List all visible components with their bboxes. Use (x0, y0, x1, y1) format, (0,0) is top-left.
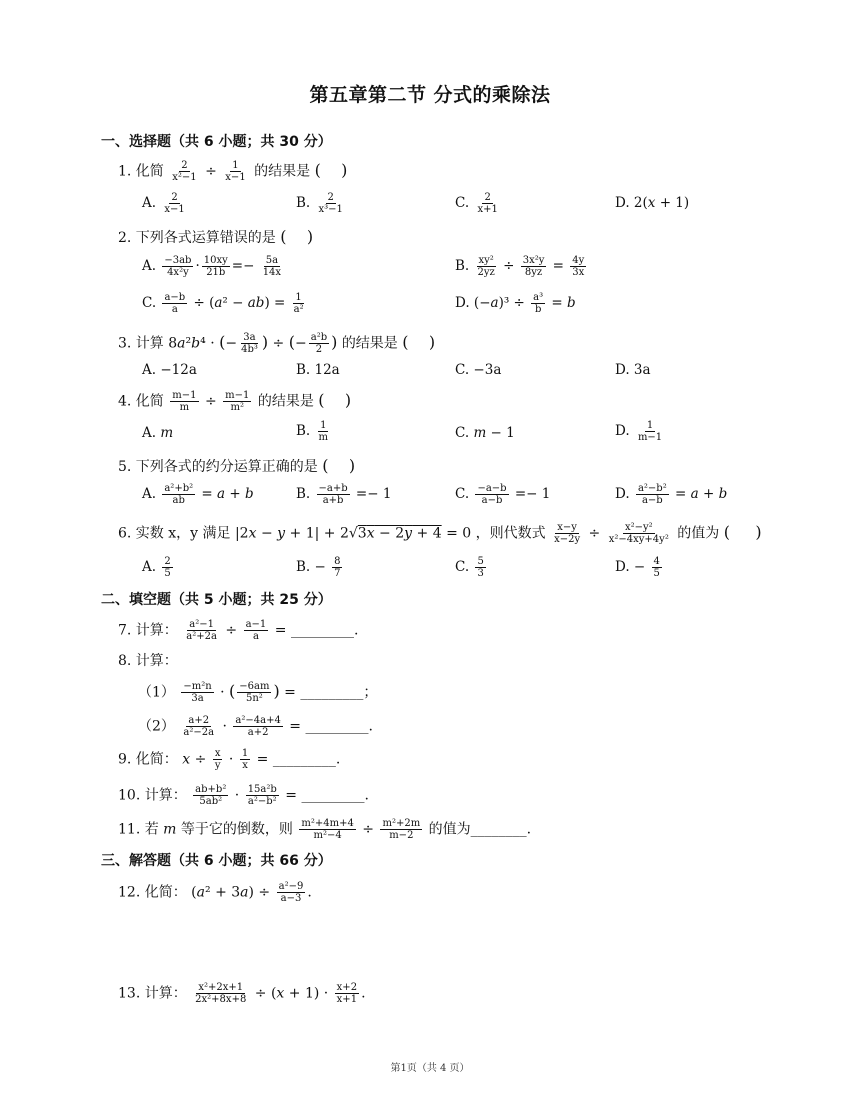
q3-option-a: A. −12a (142, 362, 197, 378)
q2-option-d: D. (−a)³ ÷ $\frac{\text{a³}}{b}$ = b (455, 292, 576, 315)
q3-prefix: 3. 计算 (118, 335, 164, 352)
question-5 (118, 456, 355, 477)
answer-blank[interactable]: _________ (272, 751, 336, 768)
q4-suffix: 的结果是 (257, 393, 314, 410)
q1-fraction-a: $\frac{2}{\text{x²−1}}$ (172, 160, 197, 183)
q8-p2-label: （2） (138, 718, 175, 735)
q8-prefix: 8. 计算： (118, 653, 178, 669)
question-8-part-2: （2） $\frac{a+2}{\text{a²−2a}}$ · $\frac{\text{a²−4a+4}}{a+2}$ = _________. (138, 715, 373, 738)
q3-suffix: 的结果是 (341, 335, 398, 352)
q11-prefix: 11. 若 (118, 821, 159, 838)
q1-suffix: 的结果是 (254, 163, 311, 180)
answer-blank-paren[interactable]: ( ) (318, 390, 352, 410)
question-8 (118, 651, 178, 671)
question-12: 12. 化简： (a² + 3a) ÷ $\frac{\text{a²−9}}{a-3}$ . (118, 881, 312, 904)
q2-option-c: C. $\frac{a-b}{a}$ ÷ (a² − ab) = $\frac{1}{\text{a²}}$ (142, 292, 304, 315)
question-13: 13. 计算： $\frac{\text{x²+2x+1}}{\text{2x²+8x+8}}$ ÷ (x + 1) · $\frac{x+2}{x+1}$ . (118, 982, 366, 1005)
question-3: 3. 计算 8a²b⁴ · (− $\frac{3a}{\text{4b³}}$ ) ÷ (− $\frac{\text{a²b}}{2}$ ) 的结果是 ( ) (118, 332, 436, 355)
q1-option-d: D. 2(x + 1) (615, 195, 690, 211)
q5-option-d: D. $\frac{\text{a²−b²}}{a-b}$ = a + b (615, 483, 728, 506)
page-footer: 第1页（共 4 页） (390, 1063, 470, 1074)
q9-prefix: 9. 化简： (118, 751, 178, 768)
q6-option-a: A. $\frac{2}{5}$ (142, 556, 171, 579)
q5-option-b: B. $\frac{-a+b}{a+b}$ =− 1 (296, 483, 392, 506)
answer-blank[interactable]: _________ (305, 718, 369, 735)
q3-option-d: D. 3a (615, 362, 651, 378)
q4-option-b: B. $\frac{1}{m}$ (296, 420, 328, 443)
section-heading-choice: 一、选择题（共 6 小题；共 30 分） (101, 134, 332, 150)
q4-option-c: C. m − 1 (455, 425, 515, 441)
answer-blank[interactable]: _________ (301, 787, 365, 804)
answer-blank-paren[interactable]: ( ) (402, 332, 436, 352)
question-9: 9. 化简： x ÷ $\frac{x}{y}$ · $\frac{1}{x}$ = _________. (118, 748, 341, 771)
q2-option-a: A. $\frac{-3ab}{\text{4x²y}}$ · $\frac{10xy}{21b}$ =− $\frac{5a}{14x}$ (142, 255, 282, 278)
q4-prefix: 4. 化简 (118, 393, 164, 410)
q4-option-a: A. m (142, 425, 174, 441)
q6-prefix: 6. 实数 x，y 满足 (118, 525, 231, 542)
question-8-part-1: （1） $\frac{\text{−m²n}}{3a}$ · ( $\frac{-6am}{\text{5n²}}$ ) = _________； (138, 681, 378, 704)
q6-suffix: 的值为 (677, 525, 720, 542)
page-title: 第五章第二节 分式的乘除法 (309, 84, 551, 106)
q1-option-a: A. $\frac{2}{x-1}$ (142, 192, 185, 215)
answer-blank-paren[interactable]: ( ) (723, 522, 762, 542)
q6-option-d: D. − $\frac{4}{5}$ (615, 556, 660, 579)
q5-option-c: C. $\frac{-a-b}{a-b}$ =− 1 (455, 483, 551, 506)
question-7: 7. 计算： $\frac{\text{a²−1}}{\text{a²+2a}}$ ÷ $\frac{a-1}{a}$ = _________. (118, 619, 359, 642)
q10-prefix: 10. 计算： (118, 787, 187, 804)
q2-text: 2. 下列各式运算错误的是 (118, 230, 276, 246)
q1-option-c: C. $\frac{2}{x+1}$ (455, 192, 498, 215)
q11-mid: 等于它的倒数，则 (180, 821, 293, 838)
q5-option-a: A. $\frac{\text{a²+b²}}{ab}$ = a + b (142, 483, 254, 506)
q8-p1-label: （1） (138, 684, 175, 701)
q5-text: 5. 下列各式的约分运算正确的是 (118, 459, 318, 475)
question-4: 4. 化简 $\frac{m-1}{m}$ ÷ $\frac{m-1}{\text{m²}}$ 的结果是 ( ) (118, 390, 352, 413)
section-heading-solve: 三、解答题（共 6 小题；共 66 分） (101, 853, 332, 869)
question-2 (118, 227, 313, 248)
q6-option-b: B. − $\frac{8}{7}$ (296, 556, 341, 579)
q6-option-c: C. $\frac{5}{3}$ (455, 556, 484, 579)
q11-suffix: 的值为 (428, 821, 471, 838)
section-heading-fill: 二、填空题（共 5 小题；共 25 分） (101, 592, 332, 608)
q12-prefix: 12. 化简： (118, 884, 187, 901)
answer-blank-paren[interactable]: ( ) (280, 227, 314, 246)
q1-prefix: 1. 化简 (118, 163, 164, 180)
q2-option-b: B. $\frac{\text{xy²}}{2yz}$ ÷ $\frac{\text{3x²y}}{8yz}$ = $\frac{4y}{3x}$ (455, 255, 585, 278)
q13-prefix: 13. 计算： (118, 985, 187, 1002)
question-1: 1. 化简 $\frac{2}{\text{x²−1}}$ ÷ $\frac{1}{x-1}$ 的结果是 ( ) (118, 160, 348, 183)
answer-blank-paren[interactable]: ( ) (314, 160, 348, 180)
q4-option-d: D. $\frac{1}{m-1}$ (615, 420, 663, 443)
question-10: 10. 计算： $\frac{\text{ab+b²}}{\text{5ab²}}$ · $\frac{\text{15a²b}}{\text{a²−b²}}$ = _________. (118, 784, 369, 807)
answer-blank[interactable]: ________ (470, 821, 527, 838)
question-6: 6. 实数 x，y 满足 |2x − y + 1| + 2√3x − 2y + 4 = 0 ，则代数式 $\frac{x-y}{x-2y}$ ÷ $\frac{\text{x²−y²}}{\text{x²−4xy+4y²}}$ 的值为 ( ) (118, 522, 762, 545)
q3-option-c: C. −3a (455, 362, 502, 378)
answer-blank[interactable]: _________ (290, 622, 354, 639)
q7-prefix: 7. 计算： (118, 622, 178, 639)
answer-blank-paren[interactable]: ( ) (322, 456, 356, 475)
answer-blank[interactable]: _________ (300, 684, 364, 701)
q3-option-b: B. 12a (296, 362, 340, 378)
q6-middle: ，则代数式 (475, 525, 546, 542)
q1-fraction-b: $\frac{1}{x-1}$ (225, 160, 246, 183)
question-11: 11. 若 m 等于它的倒数，则 $\frac{\text{m²+4m+4}}{\text{m²−4}}$ ÷ $\frac{\text{m²+2m}}{m-2}$ 的值为________. (118, 818, 532, 841)
q1-option-b: B. $\frac{2}{\text{x³−1}}$ (296, 192, 343, 215)
